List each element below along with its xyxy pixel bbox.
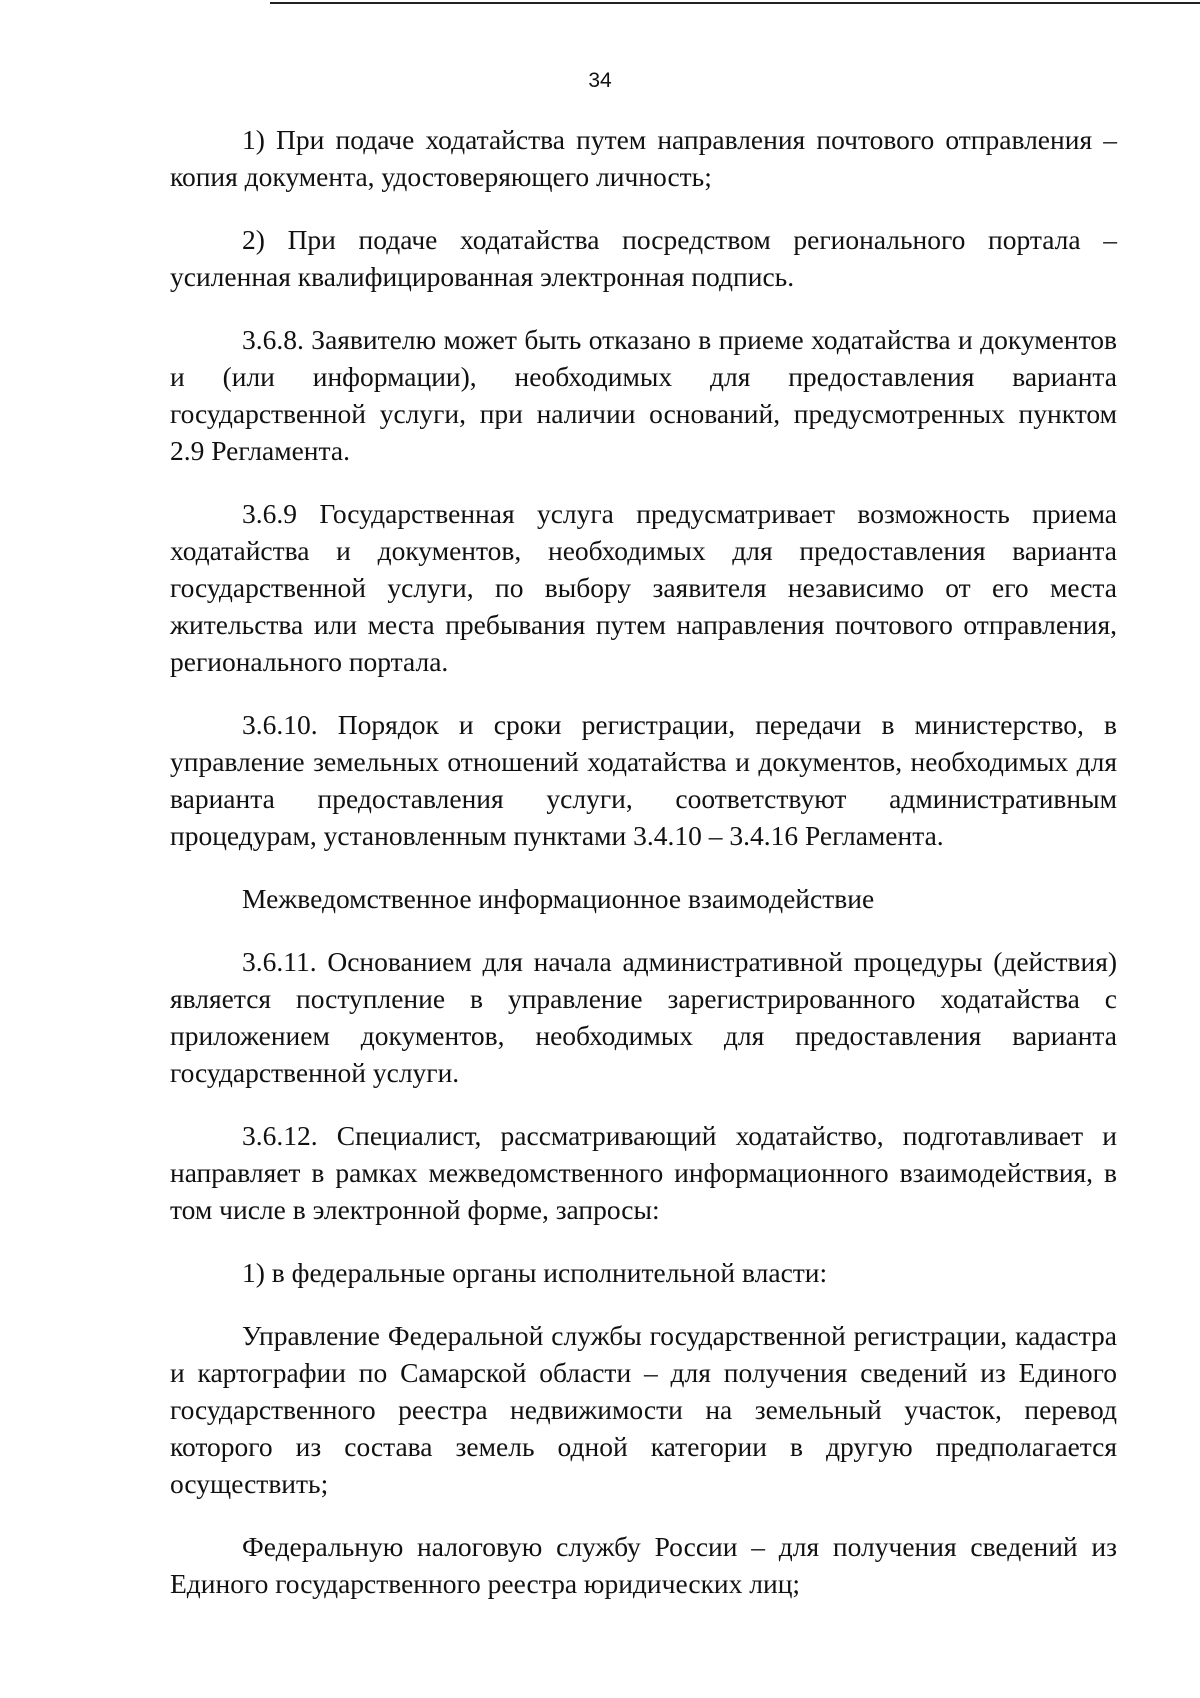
paragraph-federal-bodies: 1) в федеральные органы исполнительной власти: [242, 1257, 828, 1288]
top-scan-edge-line [270, 2, 1200, 4]
paragraph-3-6-9: 3.6.9 Государственная услуга предусматривает возможность приема ходатайства и документов, необходимых для предоставления варианта государственной услуги, по выбору заявителя независимо от его места жительства или места пребывания путем направления почтового отправления, регионального портала. [170, 498, 1117, 677]
paragraph-item-2-portal: 2) При подаче ходатайства посредством регионального портала – усиленная квалифицированная электронная подпись. [170, 224, 1117, 292]
document-body [170, 121, 1117, 1628]
paragraph-3-6-11: 3.6.11. Основанием для начала административной процедуры (действия) является поступление в управление зарегистрированного ходатайства с приложением документов, необходимых для предоставления варианта государственной услуги. [170, 946, 1117, 1088]
paragraph-fns: Федеральную налоговую службу России – для получения сведений из Единого государственного реестра юридических лиц; [170, 1531, 1117, 1599]
paragraph-3-6-10: 3.6.10. Порядок и сроки регистрации, передачи в министерство, в управление земельных отношений ходатайства и документов, необходимых для варианта предоставления услуги, соответствуют административным процедурам, установленным пунктами 3.4.10 – 3.4.16 Регламента. [170, 709, 1117, 851]
paragraph-3-6-12: 3.6.12. Специалист, рассматривающий ходатайство, подготавливает и направляет в рамках межведомственного информационного взаимодействия, в том числе в электронной форме, запросы: [170, 1120, 1117, 1225]
section-heading-interagency: Межведомственное информационное взаимодействие [242, 883, 875, 914]
paragraph-item-1-postal: 1) При подаче ходатайства путем направления почтового отправления – копия документа, удостоверяющего личность; [170, 124, 1117, 192]
paragraph-rosreestr: Управление Федеральной службы государственной регистрации, кадастра и картографии по Самарской области – для получения сведений из Единого государственного реестра недвижимости на земельный участок, перевод которого из состава земель одной категории в другую предполагается осуществить; [170, 1320, 1117, 1499]
paragraph-3-6-8: 3.6.8. Заявителю может быть отказано в приеме ходатайства и документов и (или информации), необходимых для предоставления варианта государственной услуги, при наличии оснований, предусмотренных пунктом 2.9 Регламента. [170, 324, 1117, 466]
page-number: 34 [588, 69, 612, 92]
